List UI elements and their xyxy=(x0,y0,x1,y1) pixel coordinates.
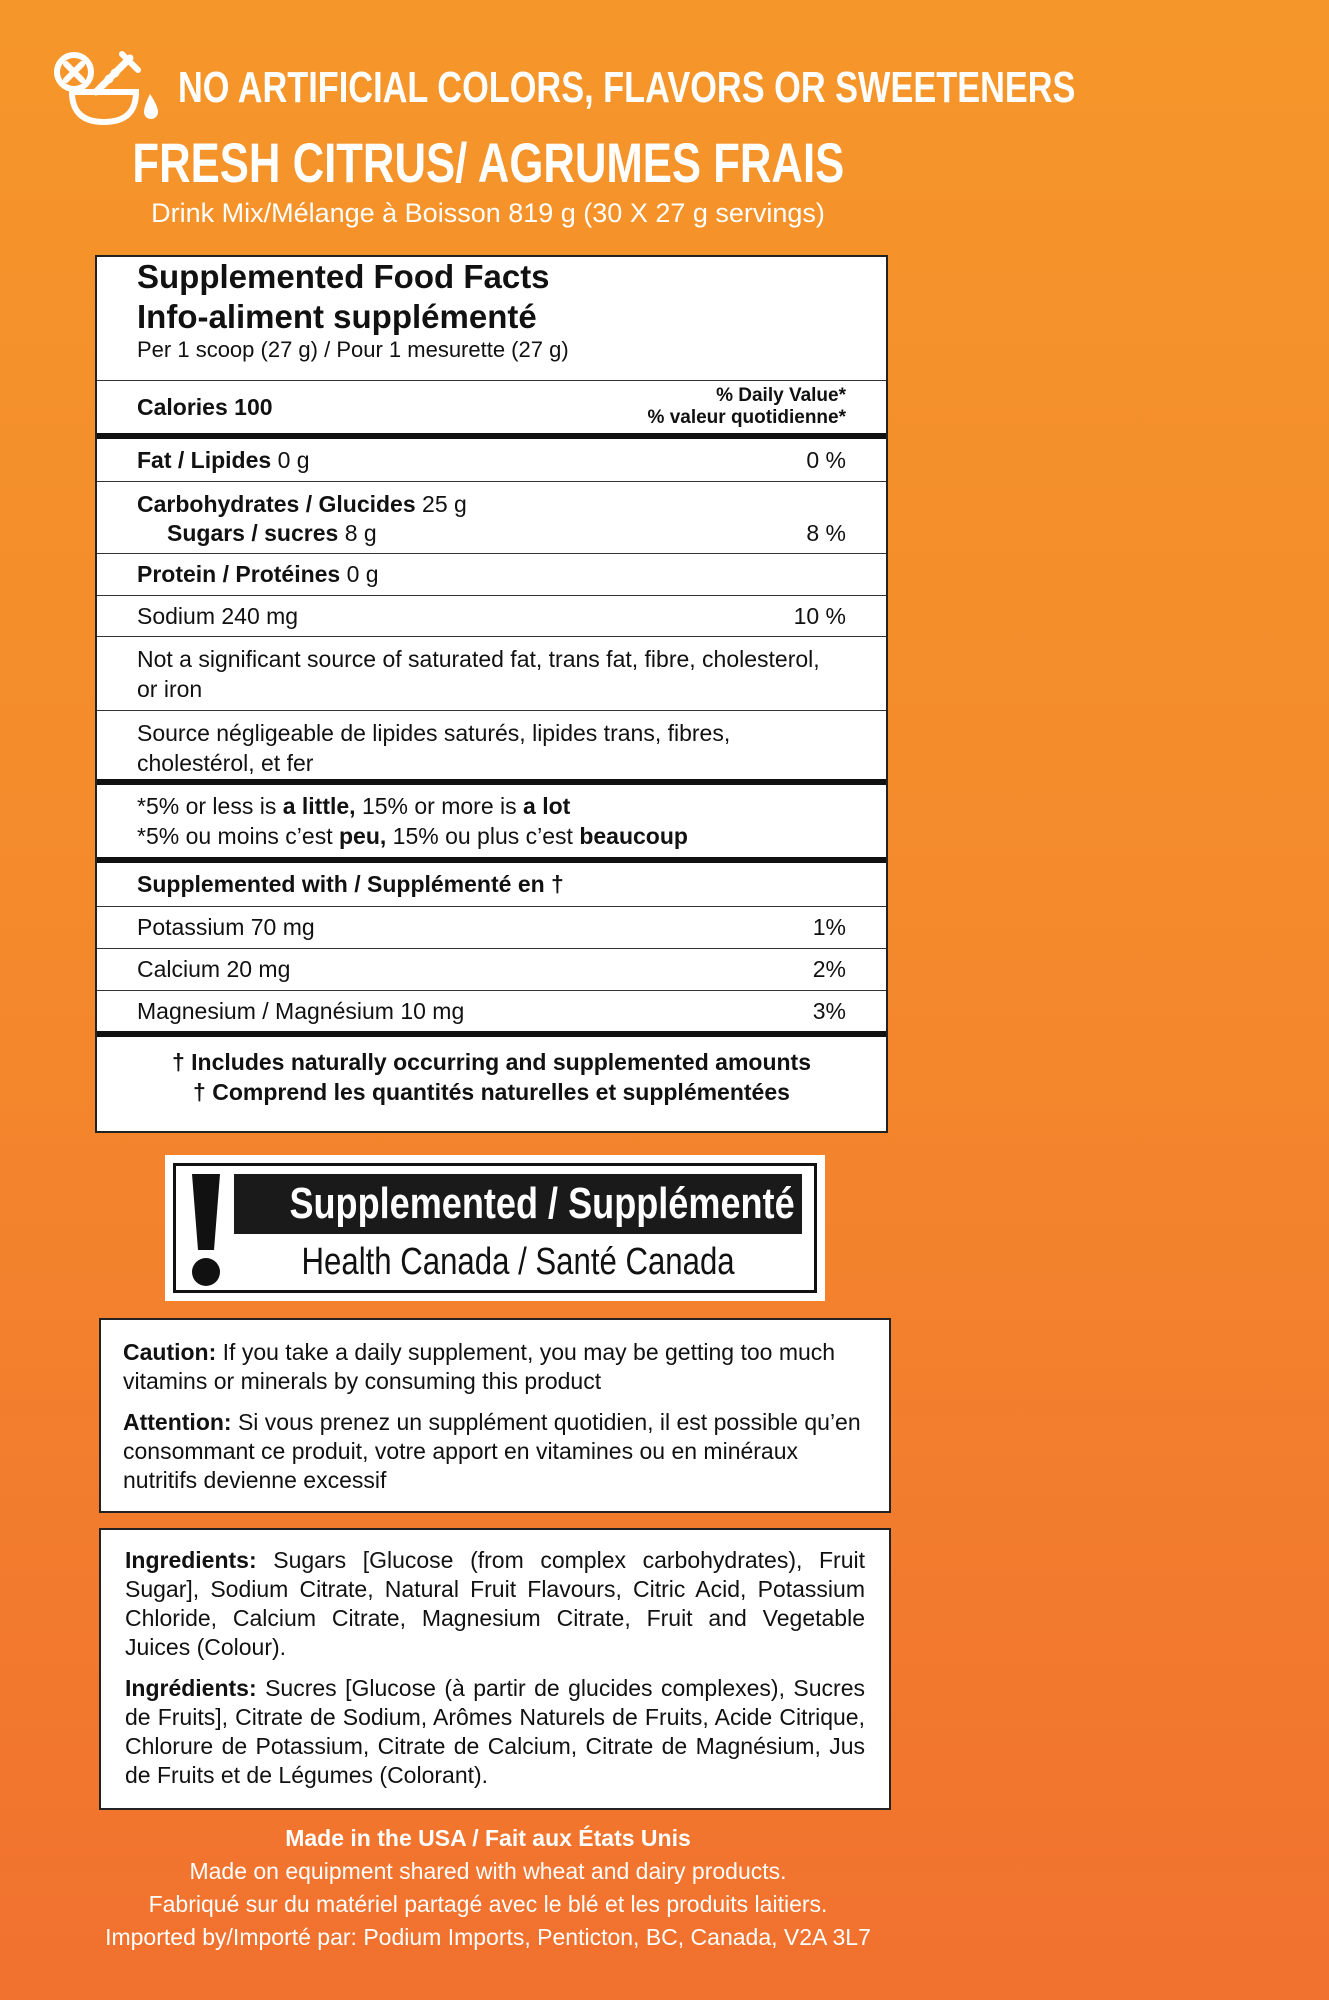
caution-en: Caution: If you take a daily supplement, you may be getting too much vitamins or minerals by consuming this product xyxy=(123,1339,836,1394)
not-significant-en: Not a significant source of saturated fat, trans fat, fibre, cholesterol, or iron xyxy=(97,637,886,711)
claim-row xyxy=(52,48,1329,128)
sodium-dv: 10 % xyxy=(793,602,846,629)
allergen-en: Made on equipment shared with wheat and dairy products. xyxy=(189,1858,787,1884)
protein-row: Protein / Protéines 0 g xyxy=(97,554,886,596)
ingredients-en: Ingredients: Sugars [Glucose (from complex carbohydrates), Fruit Sugar], Sodium Citrate, Natural Fruit Flavours, Citric Acid, Potassium Chloride, Calcium Citrate, Magnesium Citrate, Fruit and Vegetable Juices (Colour). xyxy=(125,1547,865,1660)
magnesium-row: Magnesium / Magnésium 10 mg 3% xyxy=(97,991,886,1037)
potassium-row: Potassium 70 mg 1% xyxy=(97,907,886,949)
supplemented-with-header: Supplemented with / Supplémenté en † xyxy=(97,863,886,907)
importer: Imported by/Importé par: Podium Imports, Penticton, BC, Canada, V2A 3L7 xyxy=(105,1924,871,1950)
no-additives-icon xyxy=(52,48,172,128)
fat-row: Fat / Lipides 0 g 0 % xyxy=(97,439,886,482)
sodium-row: Sodium 240 mg 10 % xyxy=(97,596,886,637)
made-in: Made in the USA / Fait aux États Unis xyxy=(285,1825,691,1851)
badge-headline: Supplemented / Supplémenté xyxy=(234,1174,802,1234)
ingredients-fr: Ingrédients: Sucres [Glucose (à partir de glucides complexes), Sucres de Fruits], Citrate de Sodium, Arômes Naturels de Fruits, Acide Citrique, Chlorure de Potassium, Citrate de Calcium, Citrate de Magnésium, Jus de Fruits et de Légumes (Colorant). xyxy=(125,1675,865,1788)
sugars-dv: 8 % xyxy=(806,520,846,546)
serving-size: Per 1 scoop (27 g) / Pour 1 mesurette (27 g) xyxy=(137,337,569,362)
not-significant-fr: Source négligeable de lipides saturés, lipides trans, fibres, cholestérol, et fer xyxy=(97,711,886,785)
facts-title-fr: Info-aliment supplémenté xyxy=(137,298,537,335)
caution-box xyxy=(99,1318,891,1513)
exclamation-icon xyxy=(188,1172,224,1288)
calories-row xyxy=(97,381,886,439)
caution-fr: Attention: Si vous prenez un supplément quotidien, il est possible qu’en consommant ce produit, votre apport en vitamines ou en minéraux nutritifs devienne excessif xyxy=(123,1409,861,1493)
product-title: FRESH CITRUS/ AGRUMES FRAIS xyxy=(132,131,844,194)
footer xyxy=(0,1822,976,1954)
daily-value-note: *5% or less is a little, 15% or more is a lot *5% ou moins c’est peu, 15% ou plus c’est beaucoup xyxy=(97,785,886,863)
product-subtitle: Drink Mix/Mélange à Boisson 819 g (30 X 27 g servings) xyxy=(151,198,825,228)
facts-title-en: Supplemented Food Facts xyxy=(137,258,550,295)
fat-dv: 0 % xyxy=(806,446,846,473)
supplement-footnote: † Includes naturally occurring and supplemented amounts † Comprend les quantités naturelles et supplémentées xyxy=(171,1049,811,1105)
badge-authority: Health Canada / Santé Canada xyxy=(301,1241,735,1283)
carbohydrate-row: Carbohydrates / Glucides 25 g Sugars / sucres 8 g 8 % xyxy=(97,482,886,554)
ingredients-box xyxy=(99,1528,891,1810)
calories-label: Calories 100 xyxy=(137,393,273,420)
claim-text: NO ARTIFICIAL COLORS, FLAVORS OR SWEETENERS xyxy=(178,63,1076,112)
calcium-row: Calcium 20 mg 2% xyxy=(97,949,886,991)
supplemented-food-facts-table xyxy=(95,255,888,1133)
allergen-fr: Fabriqué sur du matériel partagé avec le blé et les produits laitiers. xyxy=(148,1891,828,1917)
supplemented-badge xyxy=(165,1155,825,1301)
daily-value-header: % Daily Value* % valeur quotidienne* xyxy=(647,385,846,428)
sugars-row: Sugars / sucres 8 g 8 % xyxy=(167,520,846,546)
facts-header xyxy=(97,257,886,381)
